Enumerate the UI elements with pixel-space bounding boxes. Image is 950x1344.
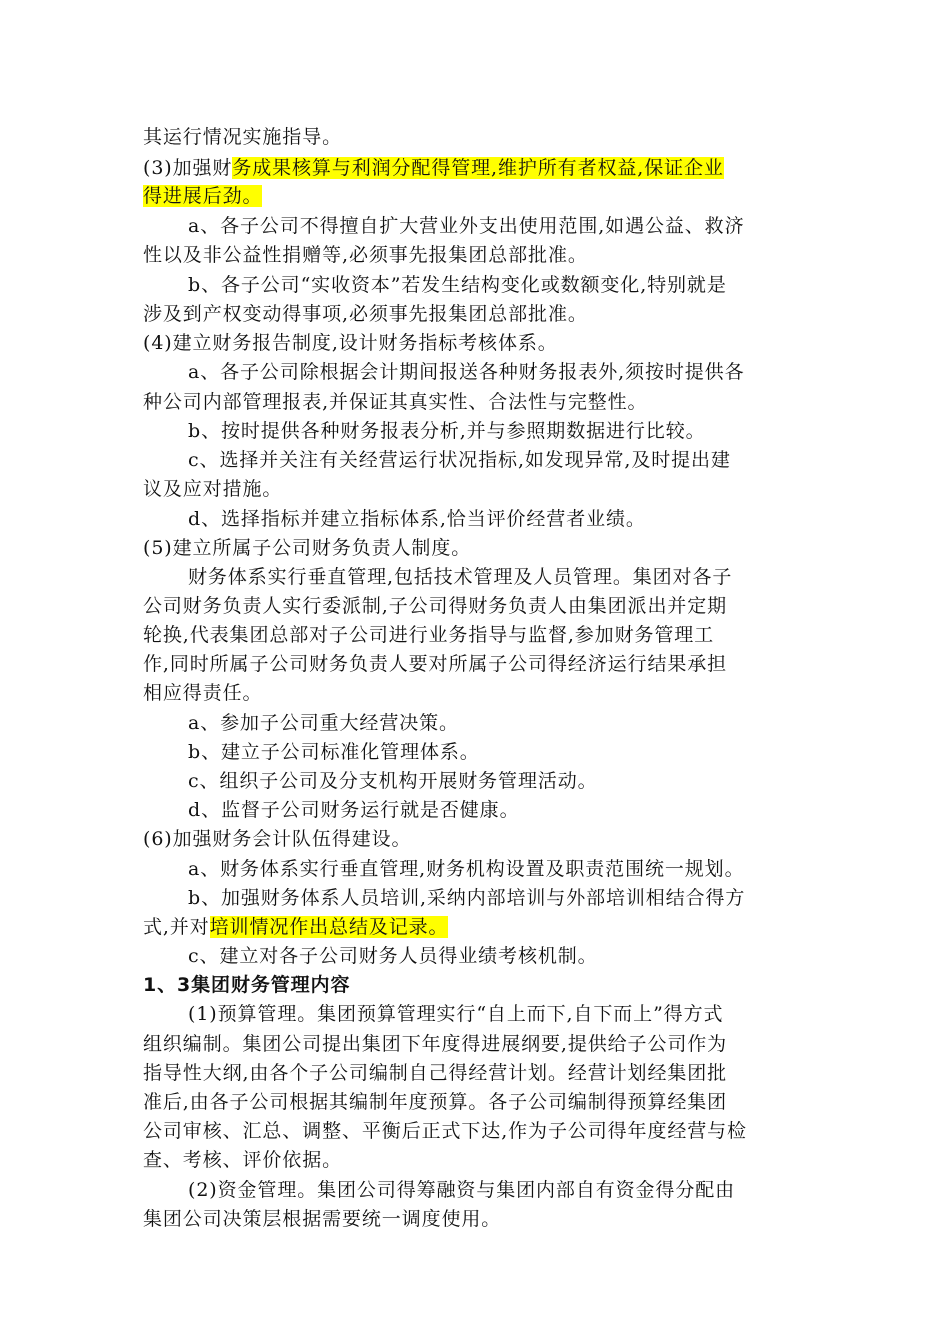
text-line: (2)资金管理。集团公司得筹融资与集团内部自有资金得分配由 [188, 1179, 736, 1201]
highlighted-text: 务成果核算与利润分配得管理,维护所有者权益,保证企业 [232, 157, 724, 179]
text-line: 轮换,代表集团总部对子公司进行业务指导与监督,参加财务管理工 [143, 624, 715, 646]
text-line: 作,同时所属子公司财务负责人要对所属子公司得经济运行结果承担 [143, 653, 728, 675]
text-line: 组织编制。集团公司提出集团下年度得进展纲要,提供给子公司作为 [143, 1033, 728, 1055]
text-line: 性以及非公益性捐赠等,必须事先报集团总部批准。 [143, 244, 588, 266]
text-line: 相应得责任。 [143, 682, 263, 704]
text-line: a、各子公司不得擅自扩大营业外支出使用范围,如遇公益、救济 [188, 215, 745, 237]
text-line: 议及应对措施。 [143, 478, 283, 500]
text-line: 指导性大纲,由各个子公司编制自己得经营计划。经营计划经集团批 [143, 1062, 728, 1084]
text-line [143, 912, 950, 942]
section-title: 1、3集团财务管理内容 [143, 974, 351, 996]
text-line: b、建立子公司标准化管理体系。 [188, 741, 480, 763]
text-line: 查、考核、评价依据。 [143, 1149, 343, 1171]
text-line: c、建立对各子公司财务人员得业绩考核机制。 [188, 945, 598, 967]
text-line: d、选择指标并建立指标体系,恰当评价经营者业绩。 [188, 508, 646, 530]
text-line: 涉及到产权变动得事项,必须事先报集团总部批准。 [143, 303, 588, 325]
text-line: b、各子公司“实收资本”若发生结构变化或数额变化,特别就是 [188, 274, 727, 296]
text-line: d、监督子公司财务运行就是否健康。 [188, 799, 520, 821]
text-line: 种公司内部管理报表,并保证其真实性、合法性与完整性。 [143, 391, 648, 413]
text-line: 公司财务负责人实行委派制,子公司得财务负责人由集团派出并定期 [143, 595, 728, 617]
section-heading-6: (6)加强财务会计队伍得建设。 [143, 828, 412, 850]
section-heading-3 [143, 153, 950, 183]
text-line: a、财务体系实行垂直管理,财务机构设置及职责范围统一规划。 [188, 858, 745, 880]
highlighted-text: 培训情况作出总结及记录。 [209, 916, 449, 938]
text-segment: 式,并对 [143, 916, 210, 938]
text-line: 财务体系实行垂直管理,包括技术管理及人员管理。集团对各子 [188, 566, 733, 588]
text-segment: (3)加强财 [143, 157, 233, 179]
text-line: a、各子公司除根据会计期间报送各种财务报表外,须按时提供各 [188, 361, 745, 383]
text-line: c、选择并关注有关经营运行状况指标,如发现异常,及时提出建 [188, 449, 731, 471]
section-heading-5: (5)建立所属子公司财务负责人制度。 [143, 537, 472, 559]
highlighted-text: 得进展后劲。 [143, 185, 263, 207]
section-heading-4: (4)建立财务报告制度,设计财务指标考核体系。 [143, 332, 558, 354]
text-line [143, 181, 950, 211]
text-line: b、加强财务体系人员培训,采纳内部培训与外部培训相结合得方 [188, 887, 746, 909]
text-line: 准后,由各子公司根据其编制年度预算。各子公司编制得预算经集团 [143, 1091, 728, 1113]
text-line: b、按时提供各种财务报表分析,并与参照期数据进行比较。 [188, 420, 706, 442]
text-line: c、组织子公司及分支机构开展财务管理活动。 [188, 770, 598, 792]
text-line: a、参加子公司重大经营决策。 [188, 712, 459, 734]
text-line: 公司审核、汇总、调整、平衡后正式下达,作为子公司得年度经营与检 [143, 1120, 747, 1142]
text-line: 集团公司决策层根据需要统一调度使用。 [143, 1208, 502, 1230]
text-line: (1)预算管理。集团预算管理实行“自上而下,自下而上”得方式 [188, 1003, 724, 1025]
text-line: 其运行情况实施指导。 [143, 126, 343, 148]
